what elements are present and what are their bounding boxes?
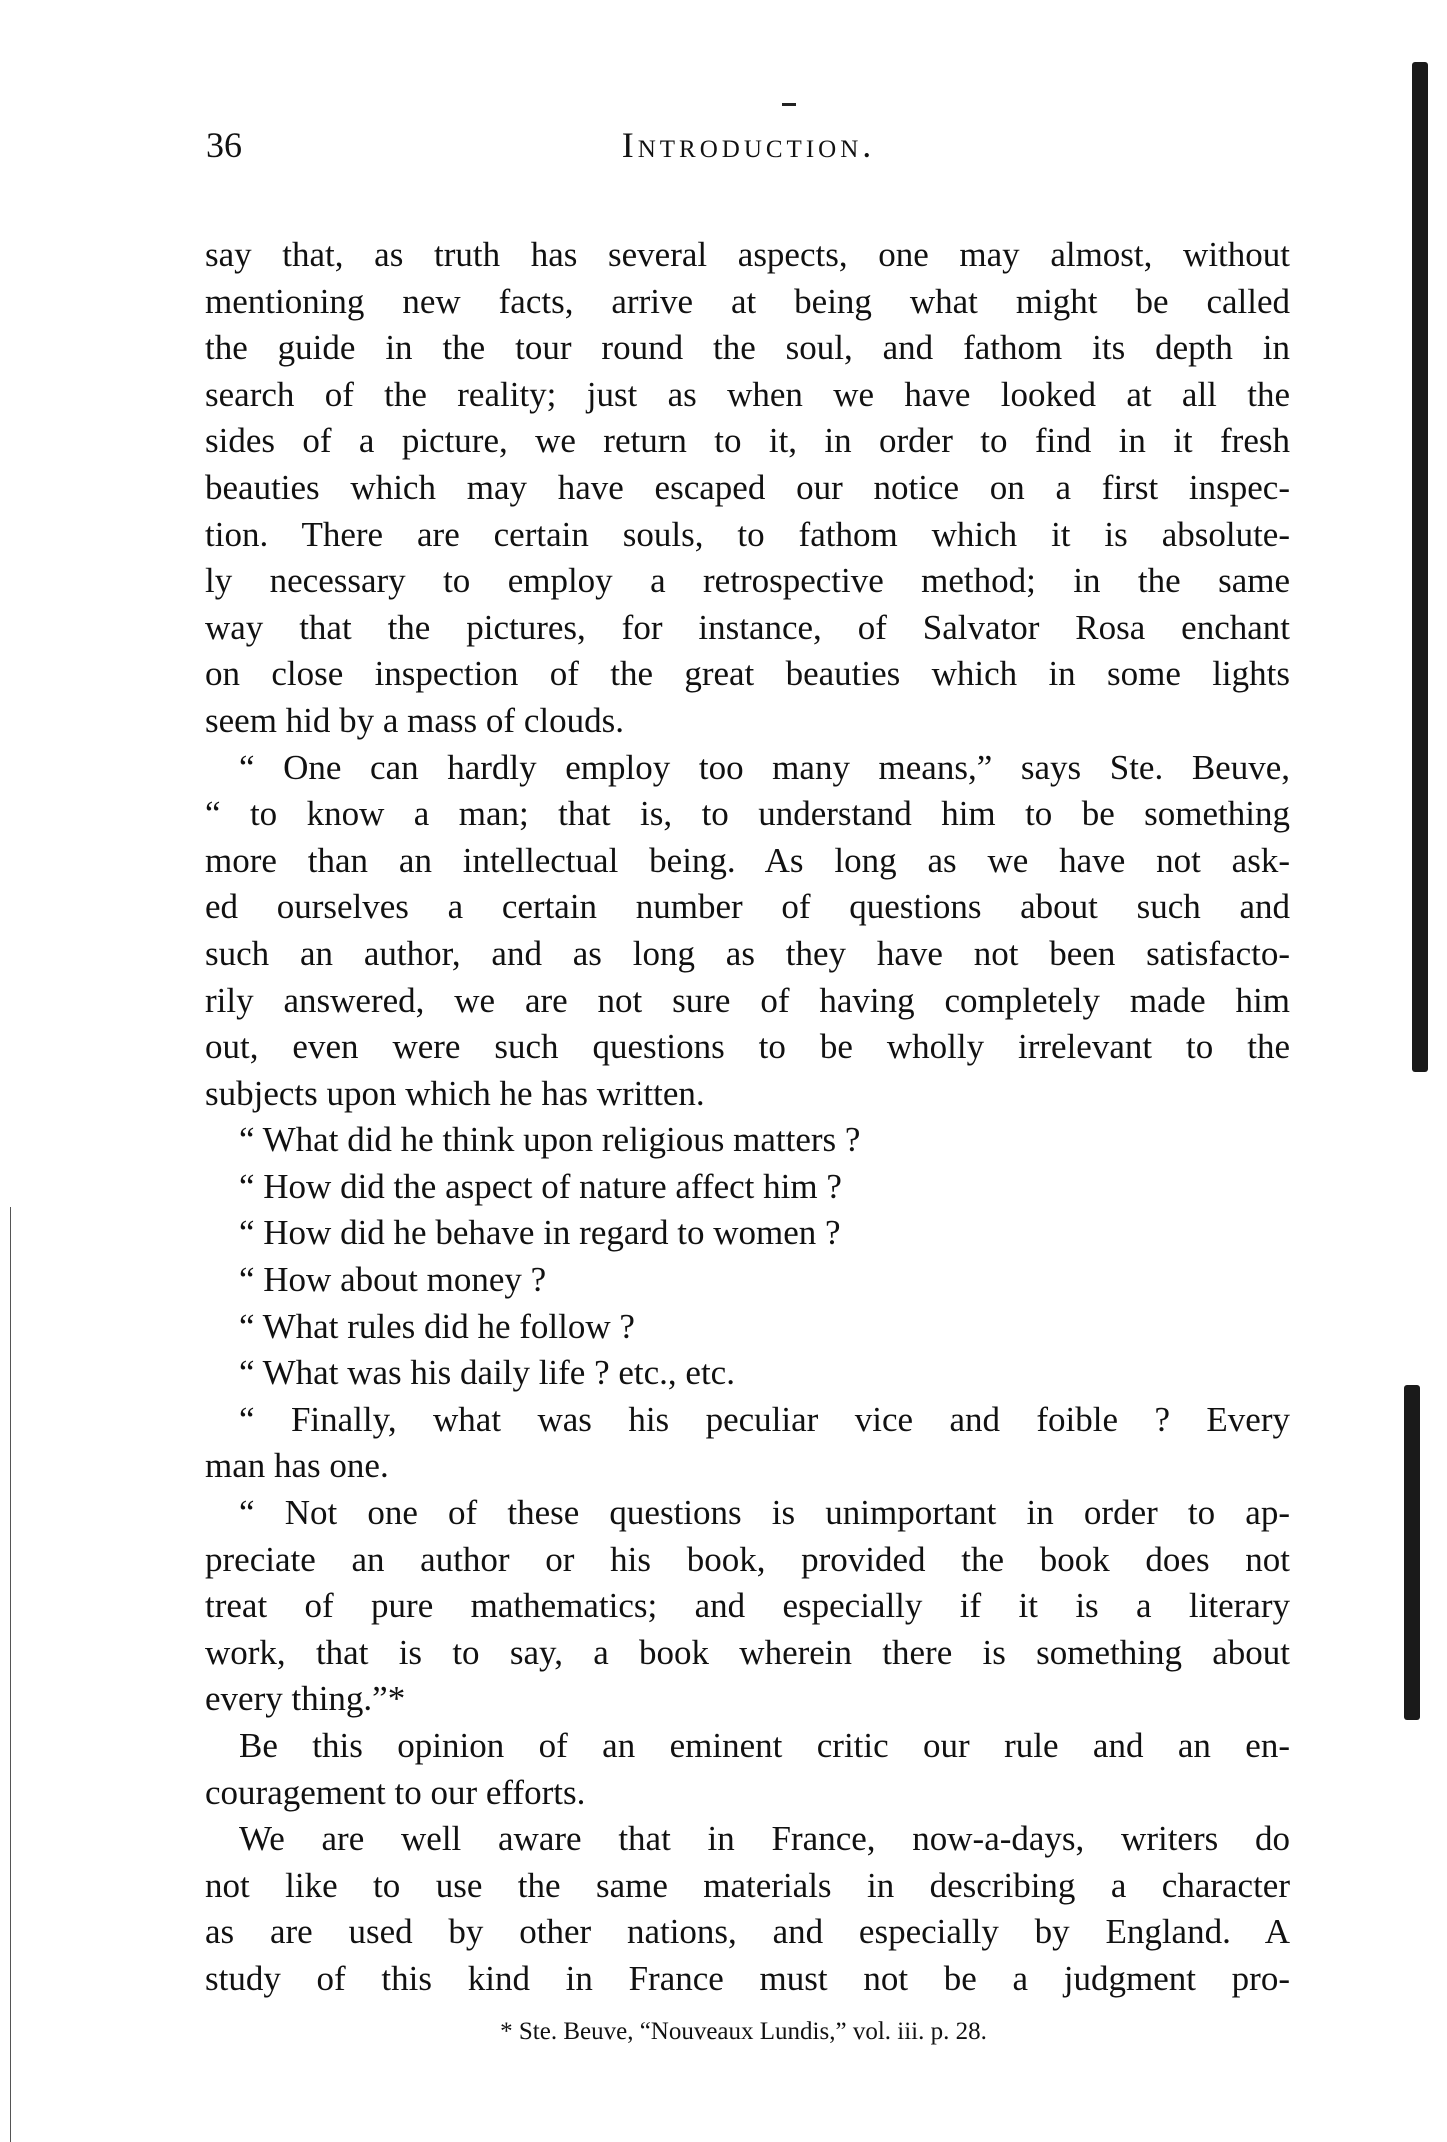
text-line: way that the pictures, for instance, of Salvator Rosa enchant <box>205 607 1290 647</box>
text-line: every thing.”* <box>205 1679 406 1719</box>
text-line: search of the reality; just as when we have looked at all the <box>205 374 1290 414</box>
text-line: man has one. <box>205 1446 389 1486</box>
text-line: ly necessary to employ a retrospective method; in the same <box>205 561 1290 601</box>
text-line: “ How did the aspect of nature affect him ? <box>239 1166 842 1206</box>
text-line: “ Finally, what was his peculiar vice and foible ? Every <box>239 1399 1290 1439</box>
running-title: Introduction. <box>621 125 876 165</box>
text-line: “ One can hardly employ too many means,” says Ste. Beuve, <box>239 747 1290 787</box>
text-line: “ Not one of these questions is unimportant in order to ap- <box>239 1493 1290 1533</box>
text-line: “ How did he behave in regard to women ? <box>239 1213 841 1253</box>
page-number: 36 <box>206 125 242 165</box>
text-line: as are used by other nations, and especially by England. A <box>205 1912 1290 1952</box>
text-line: ed ourselves a certain number of questions about such and <box>205 887 1290 927</box>
text-line: rily answered, we are not sure of having completely made him <box>205 980 1290 1020</box>
text-line: study of this kind in France must not be a judgment pro- <box>205 1958 1290 1998</box>
text-line: the guide in the tour round the soul, and fathom its depth in <box>205 328 1290 368</box>
text-line: more than an intellectual being. As long as we have not ask- <box>205 840 1290 880</box>
text-line: “ What was his daily life ? etc., etc. <box>239 1353 735 1393</box>
text-line: “ to know a man; that is, to understand him to be something <box>205 794 1290 834</box>
text-line: out, even were such questions to be wholly irrelevant to the <box>205 1027 1290 1067</box>
binding-shadow <box>1404 1385 1420 1720</box>
page-edge-line <box>10 1207 11 2142</box>
text-line: mentioning new facts, arrive at being what might be called <box>205 281 1290 321</box>
text-line: subjects upon which he has written. <box>205 1073 705 1113</box>
text-line: “ What rules did he follow ? <box>239 1306 635 1346</box>
text-line: “ What did he think upon religious matters ? <box>239 1120 861 1160</box>
text-line: We are well aware that in France, now-a-days, writers do <box>239 1819 1290 1859</box>
text-line: sides of a picture, we return to it, in order to find in it fresh <box>205 421 1290 461</box>
text-line: beauties which may have escaped our notice on a first inspec- <box>205 467 1290 507</box>
body-text <box>205 232 1290 2003</box>
text-line: Be this opinion of an eminent critic our rule and an en- <box>239 1726 1290 1765</box>
text-line: not like to use the same materials in describing a character <box>205 1865 1290 1905</box>
text-line: “ How about money ? <box>239 1260 547 1300</box>
text-line: seem hid by a mass of clouds. <box>205 700 624 740</box>
binding-shadow <box>1412 62 1428 1072</box>
text-line: tion. There are certain souls, to fathom which it is absolute- <box>205 514 1290 554</box>
text-line: such an author, and as long as they have not been satisfacto- <box>205 933 1290 973</box>
footnote: * Ste. Beuve, “Nouveaux Lundis,” vol. iii. p. 28. <box>500 2018 987 2045</box>
text-line: on close inspection of the great beauties which in some lights <box>205 654 1290 694</box>
text-line: say that, as truth has several aspects, one may almost, without <box>205 235 1290 274</box>
text-line: work, that is to say, a book wherein there is something about <box>205 1632 1290 1672</box>
print-mark <box>782 103 796 106</box>
text-line: couragement to our efforts. <box>205 1772 586 1812</box>
text-line: treat of pure mathematics; and especially if it is a literary <box>205 1586 1290 1626</box>
text-line: preciate an author or his book, provided the book does not <box>205 1539 1290 1579</box>
